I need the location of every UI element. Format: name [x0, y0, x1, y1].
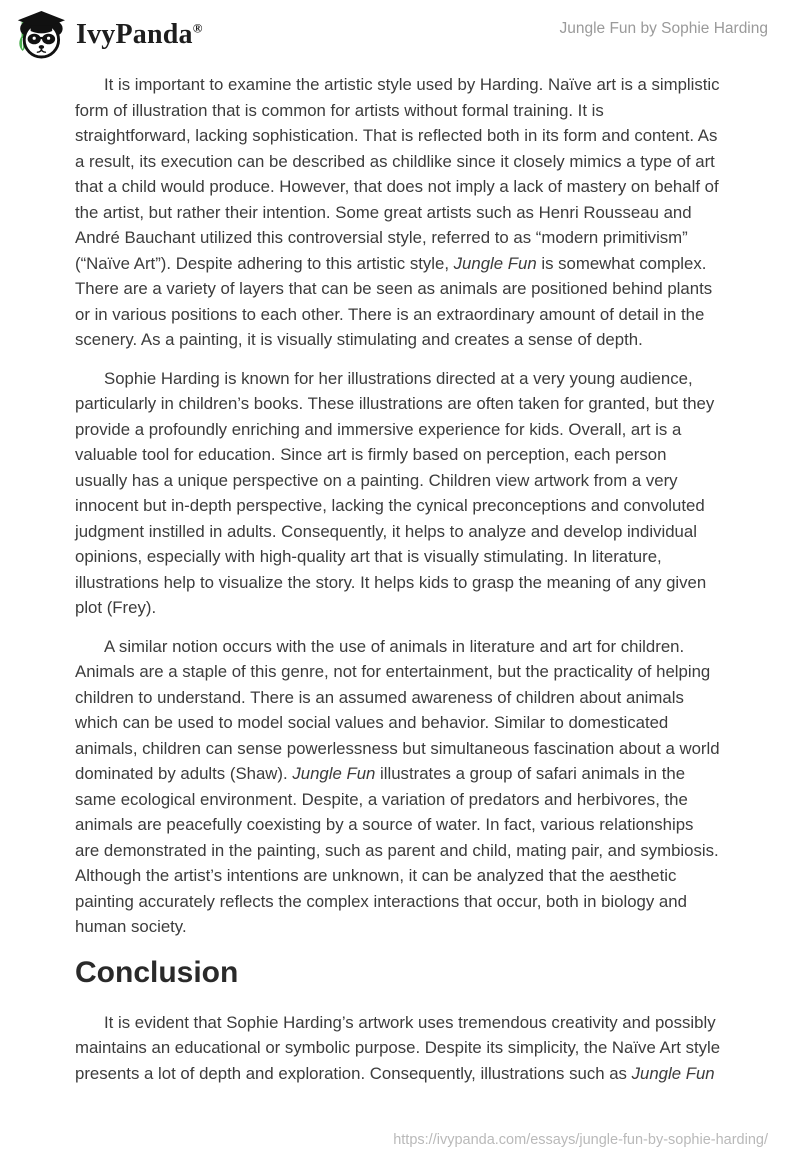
document-title: Jungle Fun by Sophie Harding — [559, 20, 768, 37]
brand-text: IvyPanda — [76, 19, 193, 50]
page-footer — [393, 1132, 768, 1148]
page-header — [0, 0, 800, 62]
essay-paragraph-1: It is important to examine the artistic style used by Harding. Naïve art is a simplistic form of illustration that is common for artists without formal training. It is straightforward, lacking sophistication. That is reflected both in its form and content. As a result, its execution can be described as childlike since it closely mimics a type of art that a child would produce. However, that does not imply a lack of mastery on behalf of the artist, but rather their intention. Some great artists such as Henri Rousseau and André Bauchant utilized this controversial style, referred to as “modern primitivism” (“Naïve Art”). Despite adhering to this artistic style, Jungle Fun is somewhat complex. There are a variety of layers that can be seen as animals are positioned behind plants or in various positions to each other. There is an extraordinary amount of detail in the scenery. As a painting, it is visually stimulating and creates a sense of depth. — [75, 75, 720, 349]
essay-paragraph-2: Sophie Harding is known for her illustrations directed at a very young audience, particularly in children’s books. These illustrations are often taken for granted, but they provide a profoundly enriching and immersive experience for kids. Overall, art is a valuable tool for education. Since art is firmly based on perception, each person usually has a unique perspective on a painting. Children view artwork from a very innocent but in-depth perspective, lacking the cynical preconceptions and convoluted judgment instilled in adults. Consequently, it helps to analyze and develop individual opinions, especially with high-quality art that is visually stimulating. In literature, illustrations help to visualize the story. It helps kids to grasp the meaning of any given plot (Frey). — [75, 368, 715, 617]
ivypanda-panda-logo-icon — [13, 8, 69, 62]
brand-name — [76, 19, 203, 51]
registered-mark: ® — [192, 20, 203, 36]
conclusion-paragraph: It is evident that Sophie Harding’s artwork uses tremendous creativity and possibly maintains an educational or symbolic purpose. Despite its simplicity, the Naïve Art style presents a lot of depth and exploration. Consequently, illustrations such as Jungle Fun — [75, 1012, 721, 1083]
source-url: https://ivypanda.com/essays/jungle-fun-by-sophie-harding/ — [393, 1132, 768, 1148]
brand — [13, 8, 203, 62]
essay-body — [75, 72, 721, 1086]
conclusion-heading: Conclusion — [75, 955, 239, 989]
essay-paragraph-3: A similar notion occurs with the use of animals in literature and art for children. Animals are a staple of this genre, not for entertainment, but the practicality of helping children to understand. There is an assumed awareness of children about animals which can be used to model social values and behavior. Similar to domesticated animals, children can sense powerlessness but simultaneous fascination about a world dominated by adults (Shaw). Jungle Fun illustrates a group of safari animals in the same ecological environment. Despite, a variation of predators and herbivores, the animals are peacefully coexisting by a source of water. In fact, various relationships are demonstrated in the painting, such as parent and child, mating pair, and symbiosis. Although the artist’s intentions are unknown, it can be analyzed that the aesthetic painting accurately reflects the complex interactions that occur, both in biology and human society. — [75, 636, 720, 936]
